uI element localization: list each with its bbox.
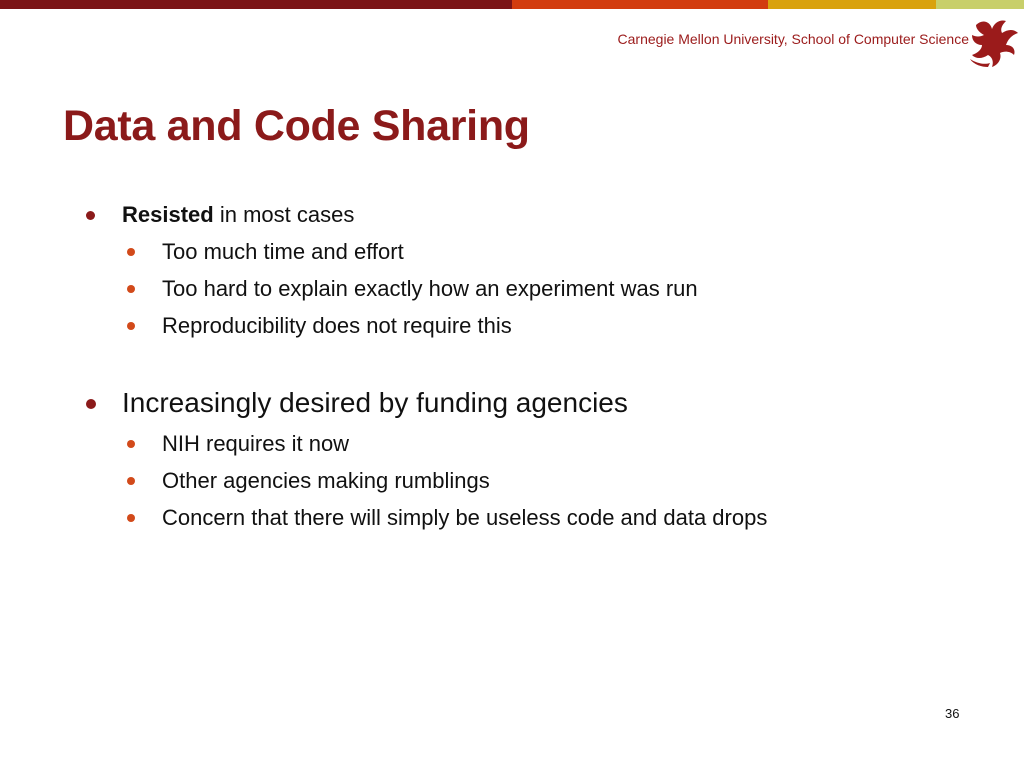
sub-bullet-dot: [127, 285, 135, 293]
sub-bullet-dot: [127, 248, 135, 256]
bullet-1: [122, 202, 354, 228]
sub-bullet-text: Too hard to explain exactly how an experiment was run: [162, 276, 698, 301]
dragon-icon: [968, 15, 1020, 69]
sub-bullet-dot: [127, 440, 135, 448]
sub-bullet-dot: [127, 514, 135, 522]
bullet-1-bold: Resisted: [122, 202, 214, 227]
top-color-bar: [0, 0, 1024, 9]
sub-bullet-text: NIH requires it now: [162, 431, 350, 456]
slide-title: Data and Code Sharing: [63, 102, 530, 150]
bullet-2: [122, 387, 628, 419]
sub-bullet-2-2: [162, 468, 490, 494]
sub-bullet-1-1: [162, 239, 404, 265]
sub-bullet-2-1: [162, 431, 349, 457]
sub-bullet-dot: [127, 477, 135, 485]
sub-bullet-dot: [127, 322, 135, 330]
top-bar-segment-3: [768, 0, 936, 9]
bullet-dot: [86, 399, 96, 409]
sub-bullet-text: Other agencies making rumblings: [162, 468, 490, 493]
bullet-1-text: in most cases: [213, 202, 355, 227]
top-bar-segment-2: [512, 0, 768, 9]
sub-bullet-text: Too much time and effort: [162, 239, 404, 264]
sub-bullet-2-3: [162, 505, 767, 531]
top-bar-segment-1: [0, 0, 512, 9]
page-number: 36: [945, 706, 960, 721]
top-bar-segment-4: [936, 0, 1024, 9]
header-organization: Carnegie Mellon University, School of Computer Science: [617, 31, 969, 47]
bullet-dot: [86, 211, 95, 220]
sub-bullet-text: Reproducibility does not require this: [162, 313, 512, 338]
sub-bullet-text: Concern that there will simply be useless code and data drops: [162, 505, 768, 530]
bullet-2-text: Increasingly desired by funding agencies: [122, 387, 628, 418]
sub-bullet-1-3: [162, 313, 512, 339]
sub-bullet-1-2: [162, 276, 698, 302]
